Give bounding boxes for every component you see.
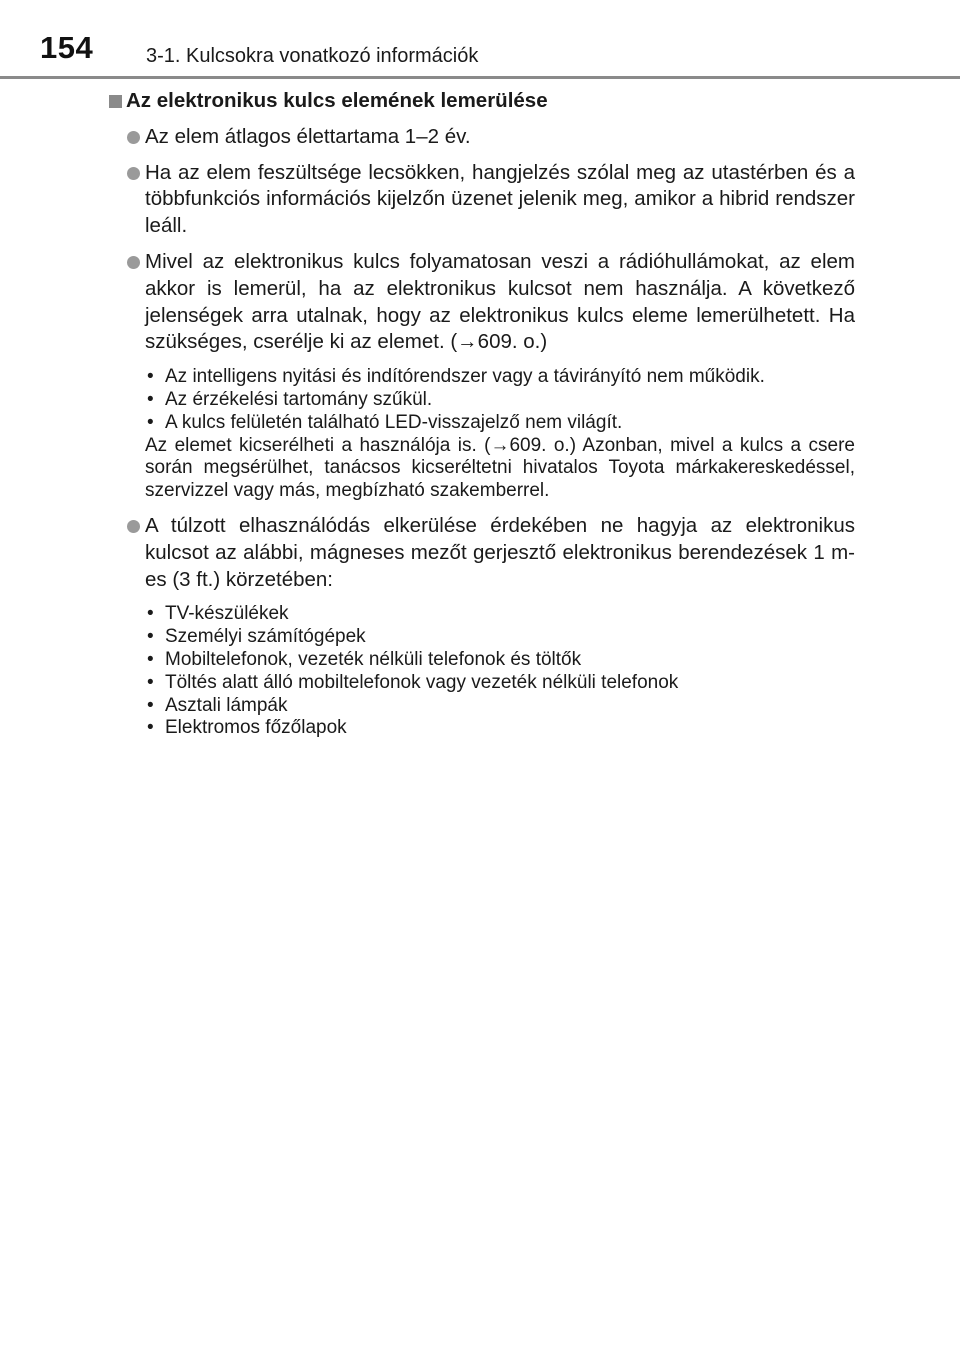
bullet-icon: • xyxy=(147,648,154,670)
chapter-title: 3-1. Kulcsokra vonatkozó információk xyxy=(146,45,479,67)
list-item-text: Mivel az elektronikus kulcs folyamatosan veszi a rádióhullámokat, az elem akkor is lemerül, ha az elektronikus kulcsot nem használja. A következő jelenségek arra utalnak, hogy az elektronikus kulcs eleme lemerülhetett. Ha szükséges, cserélje ki az elemet. (→609. o.) xyxy=(145,249,855,354)
section-heading-text: Az elektronikus kulcs elemének lemerülése xyxy=(126,89,548,112)
device-item xyxy=(145,695,855,718)
circle-bullet-icon xyxy=(127,167,140,180)
bullet-icon: • xyxy=(147,603,154,625)
device-item xyxy=(145,603,855,626)
symptom-text: Az érzékelési tartomány szűkül. xyxy=(165,388,433,410)
device-list xyxy=(109,603,855,740)
device-item xyxy=(145,672,855,695)
list-item-text: Ha az elem feszültsége lecsökken, hangjelzés szólal meg az utastérben és a többfunkciós információs kijelzőn üzenet jelenik meg, amikor a hibrid rendszer leáll. xyxy=(145,160,855,238)
symptom-item xyxy=(145,366,855,389)
section-heading xyxy=(109,88,855,115)
bullet-icon: • xyxy=(147,671,154,693)
bullet-icon: • xyxy=(147,366,154,388)
list-item xyxy=(109,160,855,240)
device-item xyxy=(145,626,855,649)
list-item-text: A túlzott elhasználódás elkerülése érdekében ne hagyja az elektronikus kulcsot az alábbi, mágneses mezőt gerjesztő elektronikus berendezések 1 m-es (3 ft.) körzetében: xyxy=(145,513,855,591)
circle-bullet-icon xyxy=(127,256,140,269)
bullet-icon: • xyxy=(147,717,154,739)
device-item xyxy=(145,717,855,740)
symptom-text: A kulcs felületén található LED-visszajelző nem világít. xyxy=(165,411,623,433)
bullet-icon: • xyxy=(147,411,154,433)
device-text: TV-készülékek xyxy=(165,603,289,625)
symptom-item xyxy=(145,412,855,435)
list-item xyxy=(109,124,855,151)
bullet-icon: • xyxy=(147,388,154,410)
device-text: Személyi számítógépek xyxy=(165,626,366,648)
bullet-icon: • xyxy=(147,626,154,648)
bullet-icon: • xyxy=(147,694,154,716)
page-number: 154 xyxy=(40,30,94,65)
device-text: Asztali lámpák xyxy=(165,694,288,716)
device-text: Mobiltelefonok, vezeték nélküli telefonok és töltők xyxy=(165,648,582,670)
square-icon xyxy=(109,95,122,108)
circle-bullet-icon xyxy=(127,520,140,533)
page-content xyxy=(109,88,855,750)
symptom-text: Az intelligens nyitási és indítórendszer vagy a távirányító nem működik. xyxy=(165,366,765,388)
header-divider xyxy=(0,76,960,79)
list-item xyxy=(109,513,855,593)
symptom-list xyxy=(109,366,855,503)
device-item xyxy=(145,649,855,672)
replacement-note: Az elemet kicserélheti a használója is. (→609. o.) Azonban, mivel a kulcs a csere során megsérülhet, tanácsos kicseréltetni hivatalos Toyota márkakereskedéssel, szervizzel vagy más, megbízható szakemberrel. xyxy=(145,434,855,502)
circle-bullet-icon xyxy=(127,131,140,144)
list-item-text: Az elem átlagos élettartama 1–2 év. xyxy=(145,124,471,148)
device-text: Elektromos főzőlapok xyxy=(165,717,347,739)
page-header xyxy=(0,0,960,80)
symptom-item xyxy=(145,389,855,412)
list-item xyxy=(109,249,855,356)
device-text: Töltés alatt álló mobiltelefonok vagy vezeték nélküli telefonok xyxy=(165,671,679,693)
